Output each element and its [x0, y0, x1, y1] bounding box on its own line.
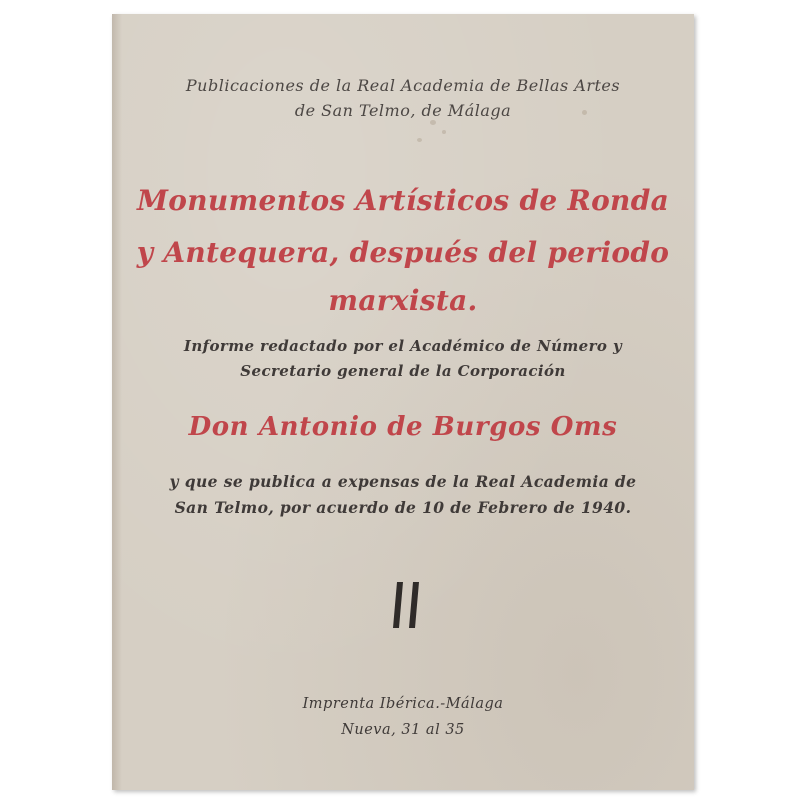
title-line-3: marxista.: [328, 284, 478, 317]
report-line-2: Secretario general de la Corporación: [240, 362, 566, 380]
publication-note-line-2: San Telmo, por acuerdo de 10 de Febrero de 1940.: [174, 498, 632, 517]
title-line-1: Monumentos Artísticos de Ronda: [136, 184, 670, 217]
author-name: Don Antonio de Burgos Oms: [188, 412, 618, 442]
title-line-2: y Antequera, después del periodo: [136, 236, 670, 269]
publisher-line-1: Publicaciones de la Real Academia de Bellas Artes: [185, 76, 621, 95]
printer-line-1: Imprenta Ibérica.-Málaga: [302, 696, 504, 712]
paper-stain: [417, 138, 422, 142]
publisher-line-2: de San Telmo, de Málaga: [294, 101, 512, 120]
paper-stain: [430, 120, 436, 125]
report-line-1: Informe redactado por el Académico de Número y: [183, 337, 623, 355]
pamphlet-cover: [112, 14, 694, 790]
printer-line-2: Nueva, 31 al 35: [341, 722, 465, 738]
double-slash-emblem-icon: [389, 580, 423, 630]
publication-note-line-1: y que se publica a expensas de la Real Academia de: [169, 472, 637, 491]
paper-stain: [442, 130, 446, 134]
